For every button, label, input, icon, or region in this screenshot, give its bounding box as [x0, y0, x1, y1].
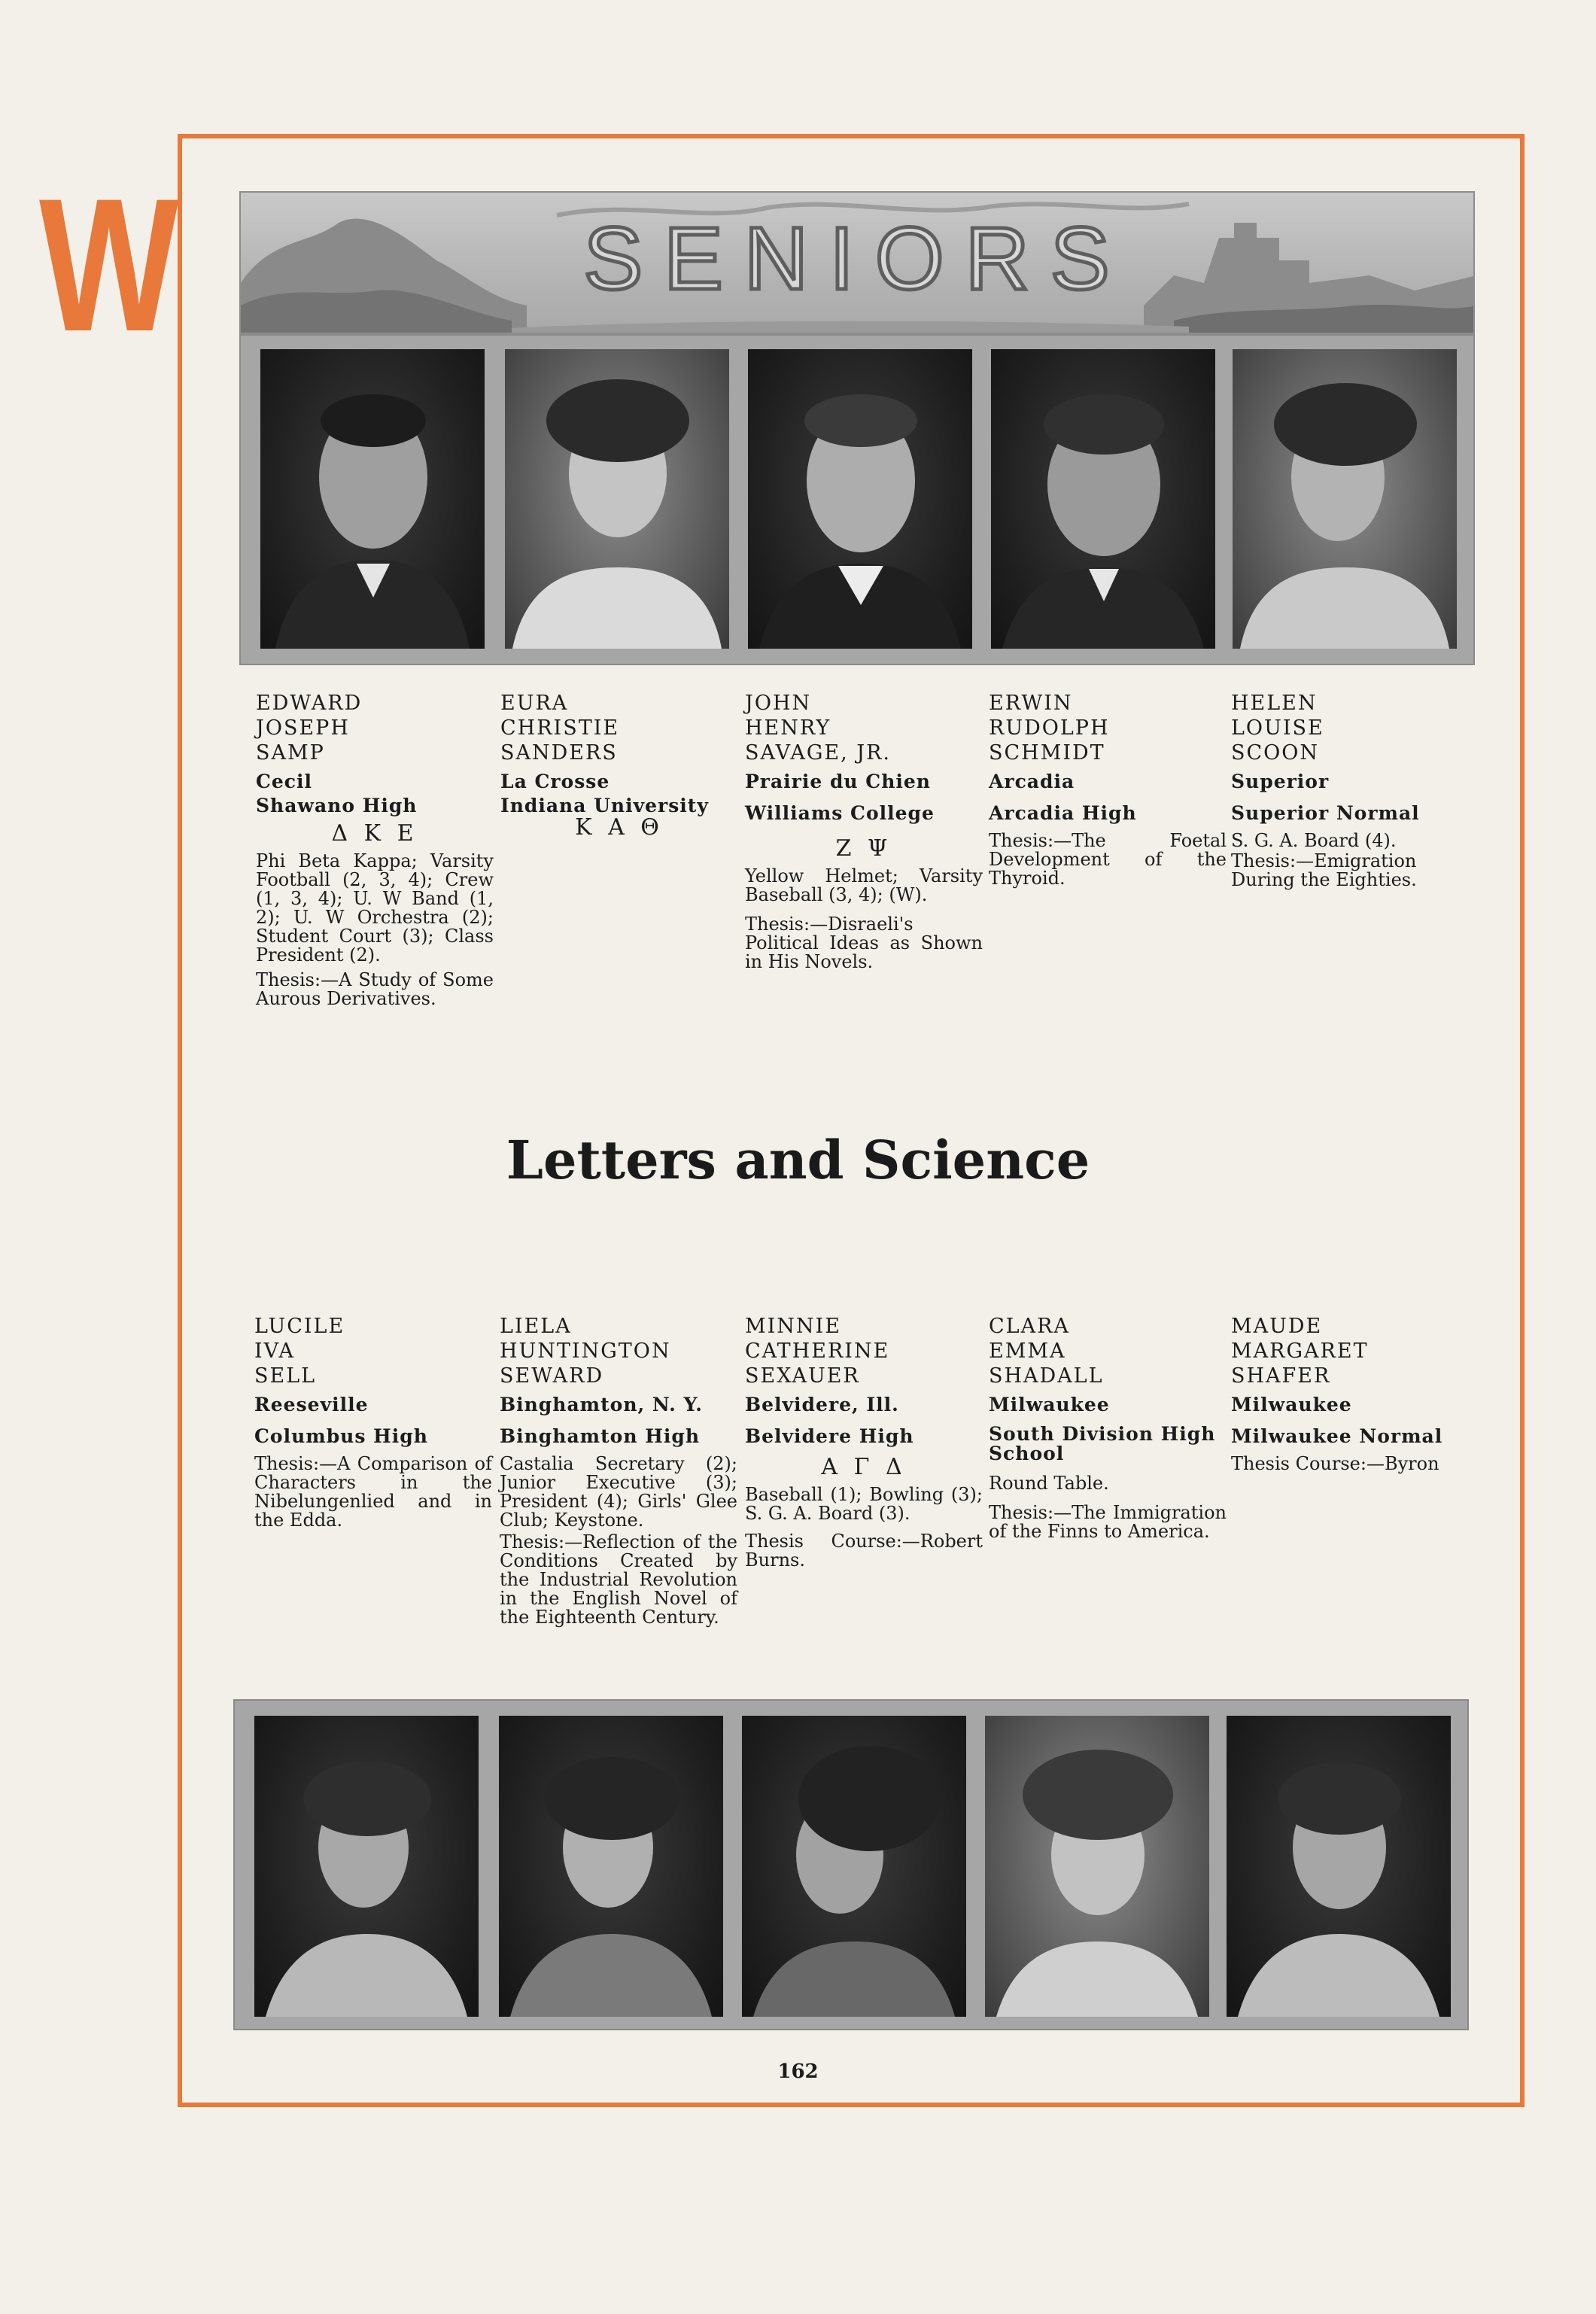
activities: Yellow Helmet; Varsity Baseball (3, 4); (W). — [745, 865, 983, 905]
thesis: Thesis:—The Foetal Development of the Thyroid. — [989, 830, 1227, 889]
thesis: Thesis:—Emigration During the Eighties. — [1231, 850, 1417, 890]
portrait-photo — [1227, 1716, 1451, 2017]
hometown: Superior — [1231, 771, 1330, 792]
senior-entry — [989, 691, 1227, 888]
activities: S. G. A. Board (4). — [1231, 830, 1397, 851]
thesis: Thesis Course:—Byron — [1231, 1453, 1439, 1474]
thesis: Thesis Course:—Robert Burns. — [745, 1531, 983, 1571]
section-title: Letters and Science — [506, 1129, 1090, 1191]
student-name: MINNIE CATHERINE SEXAUER — [745, 1315, 890, 1388]
fraternity-letters: K A Θ — [575, 814, 664, 841]
prior-school: Superior Normal — [1231, 802, 1420, 824]
page-number: 162 — [777, 2060, 819, 2083]
prior-school: South Division High School — [989, 1423, 1216, 1464]
prior-school: Milwaukee Normal — [1231, 1425, 1443, 1447]
student-name: EDWARD JOSEPH SAMP — [256, 692, 363, 765]
student-name: EURA CHRISTIE SANDERS — [500, 692, 620, 765]
senior-entry — [500, 691, 738, 846]
portrait-photo — [1233, 349, 1457, 649]
sorority-letters: A Γ Δ — [821, 1454, 907, 1480]
student-name: LIELA HUNTINGTON SEWARD — [500, 1315, 671, 1388]
portrait-photo — [505, 349, 729, 649]
prior-school: Belvidere High — [745, 1425, 914, 1447]
senior-entry — [500, 1314, 737, 1627]
fraternity-letters: Z Ψ — [835, 835, 892, 862]
senior-entry — [745, 1314, 983, 1570]
student-name: MAUDE MARGARET SHAFER — [1231, 1315, 1369, 1388]
senior-entry — [254, 1314, 492, 1530]
hometown: La Crosse — [500, 771, 610, 792]
student-name: JOHN HENRY SAVAGE, JR. — [745, 692, 891, 765]
prior-school: Arcadia High — [989, 802, 1137, 824]
thesis: Thesis:—Reflection of the Conditions Created by the Industrial Revolution in the English Novel of the Eighteenth Century. — [500, 1531, 737, 1628]
senior-entry — [1231, 1314, 1469, 1473]
activities: Baseball (1); Bowling (3); S. G. A. Board (3). — [745, 1484, 983, 1524]
wisconsin-w-logo: W — [39, 160, 179, 371]
prior-school: Indiana University — [500, 795, 709, 816]
prior-school: Shawano High — [256, 795, 418, 816]
portrait-photo — [260, 349, 485, 649]
prior-school: Columbus High — [254, 1425, 428, 1447]
seniors-banner — [239, 191, 1475, 334]
seniors-title: SENIORS — [583, 209, 1131, 309]
hometown: Cecil — [256, 771, 313, 792]
hometown: Belvidere, Ill. — [745, 1394, 899, 1415]
senior-entry — [256, 691, 494, 1008]
activities: Phi Beta Kappa; Varsity Football (2, 3, 4); Crew (1, 3, 4); U. W Band (1, 2); U. W Orchestra (2); Student Court (3); Class President (2). — [256, 850, 494, 965]
portrait-photo — [748, 349, 972, 649]
prior-school: Williams College — [745, 802, 935, 824]
portrait-photo — [991, 349, 1215, 649]
activities: Castalia Secretary (2); Junior Executive (3); President (4); Girls' Glee Club; Keystone. — [500, 1453, 737, 1531]
student-name: LUCILE IVA SELL — [254, 1315, 345, 1388]
hometown: Arcadia — [989, 771, 1075, 792]
hometown: Reeseville — [254, 1394, 369, 1415]
senior-entry — [745, 691, 983, 972]
senior-entry — [1231, 691, 1469, 889]
student-name: ERWIN RUDOLPH SCHMIDT — [989, 692, 1110, 765]
hometown: Binghamton, N. Y. — [500, 1394, 703, 1415]
student-name: CLARA EMMA SHADALL — [989, 1315, 1104, 1388]
portrait-photo — [985, 1716, 1209, 2017]
thesis: Thesis:—The Immigration of the Finns to America. — [989, 1502, 1227, 1542]
portrait-photo — [254, 1716, 479, 2017]
top-portrait-strip — [239, 334, 1475, 665]
prior-school: Binghamton High — [500, 1425, 700, 1447]
senior-entry — [989, 1314, 1227, 1541]
portrait-photo — [742, 1716, 966, 2017]
activities: Round Table. — [989, 1473, 1109, 1494]
portrait-photo — [499, 1716, 723, 2017]
thesis: Thesis:—A Comparison of Characters in the Nibelungenlied and in the Edda. — [254, 1453, 492, 1531]
bottom-portrait-strip — [233, 1699, 1469, 2030]
fraternity-letters: Δ K E — [331, 820, 418, 847]
hometown: Prairie du Chien — [745, 771, 931, 792]
hometown: Milwaukee — [989, 1394, 1110, 1415]
thesis: Thesis:—A Study of Some Aurous Derivatives. — [256, 969, 494, 1009]
thesis: Thesis:—Disraeli's Political Ideas as Shown in His Novels. — [745, 914, 983, 972]
student-name: HELEN LOUISE SCOON — [1231, 692, 1324, 765]
hometown: Milwaukee — [1231, 1394, 1352, 1415]
